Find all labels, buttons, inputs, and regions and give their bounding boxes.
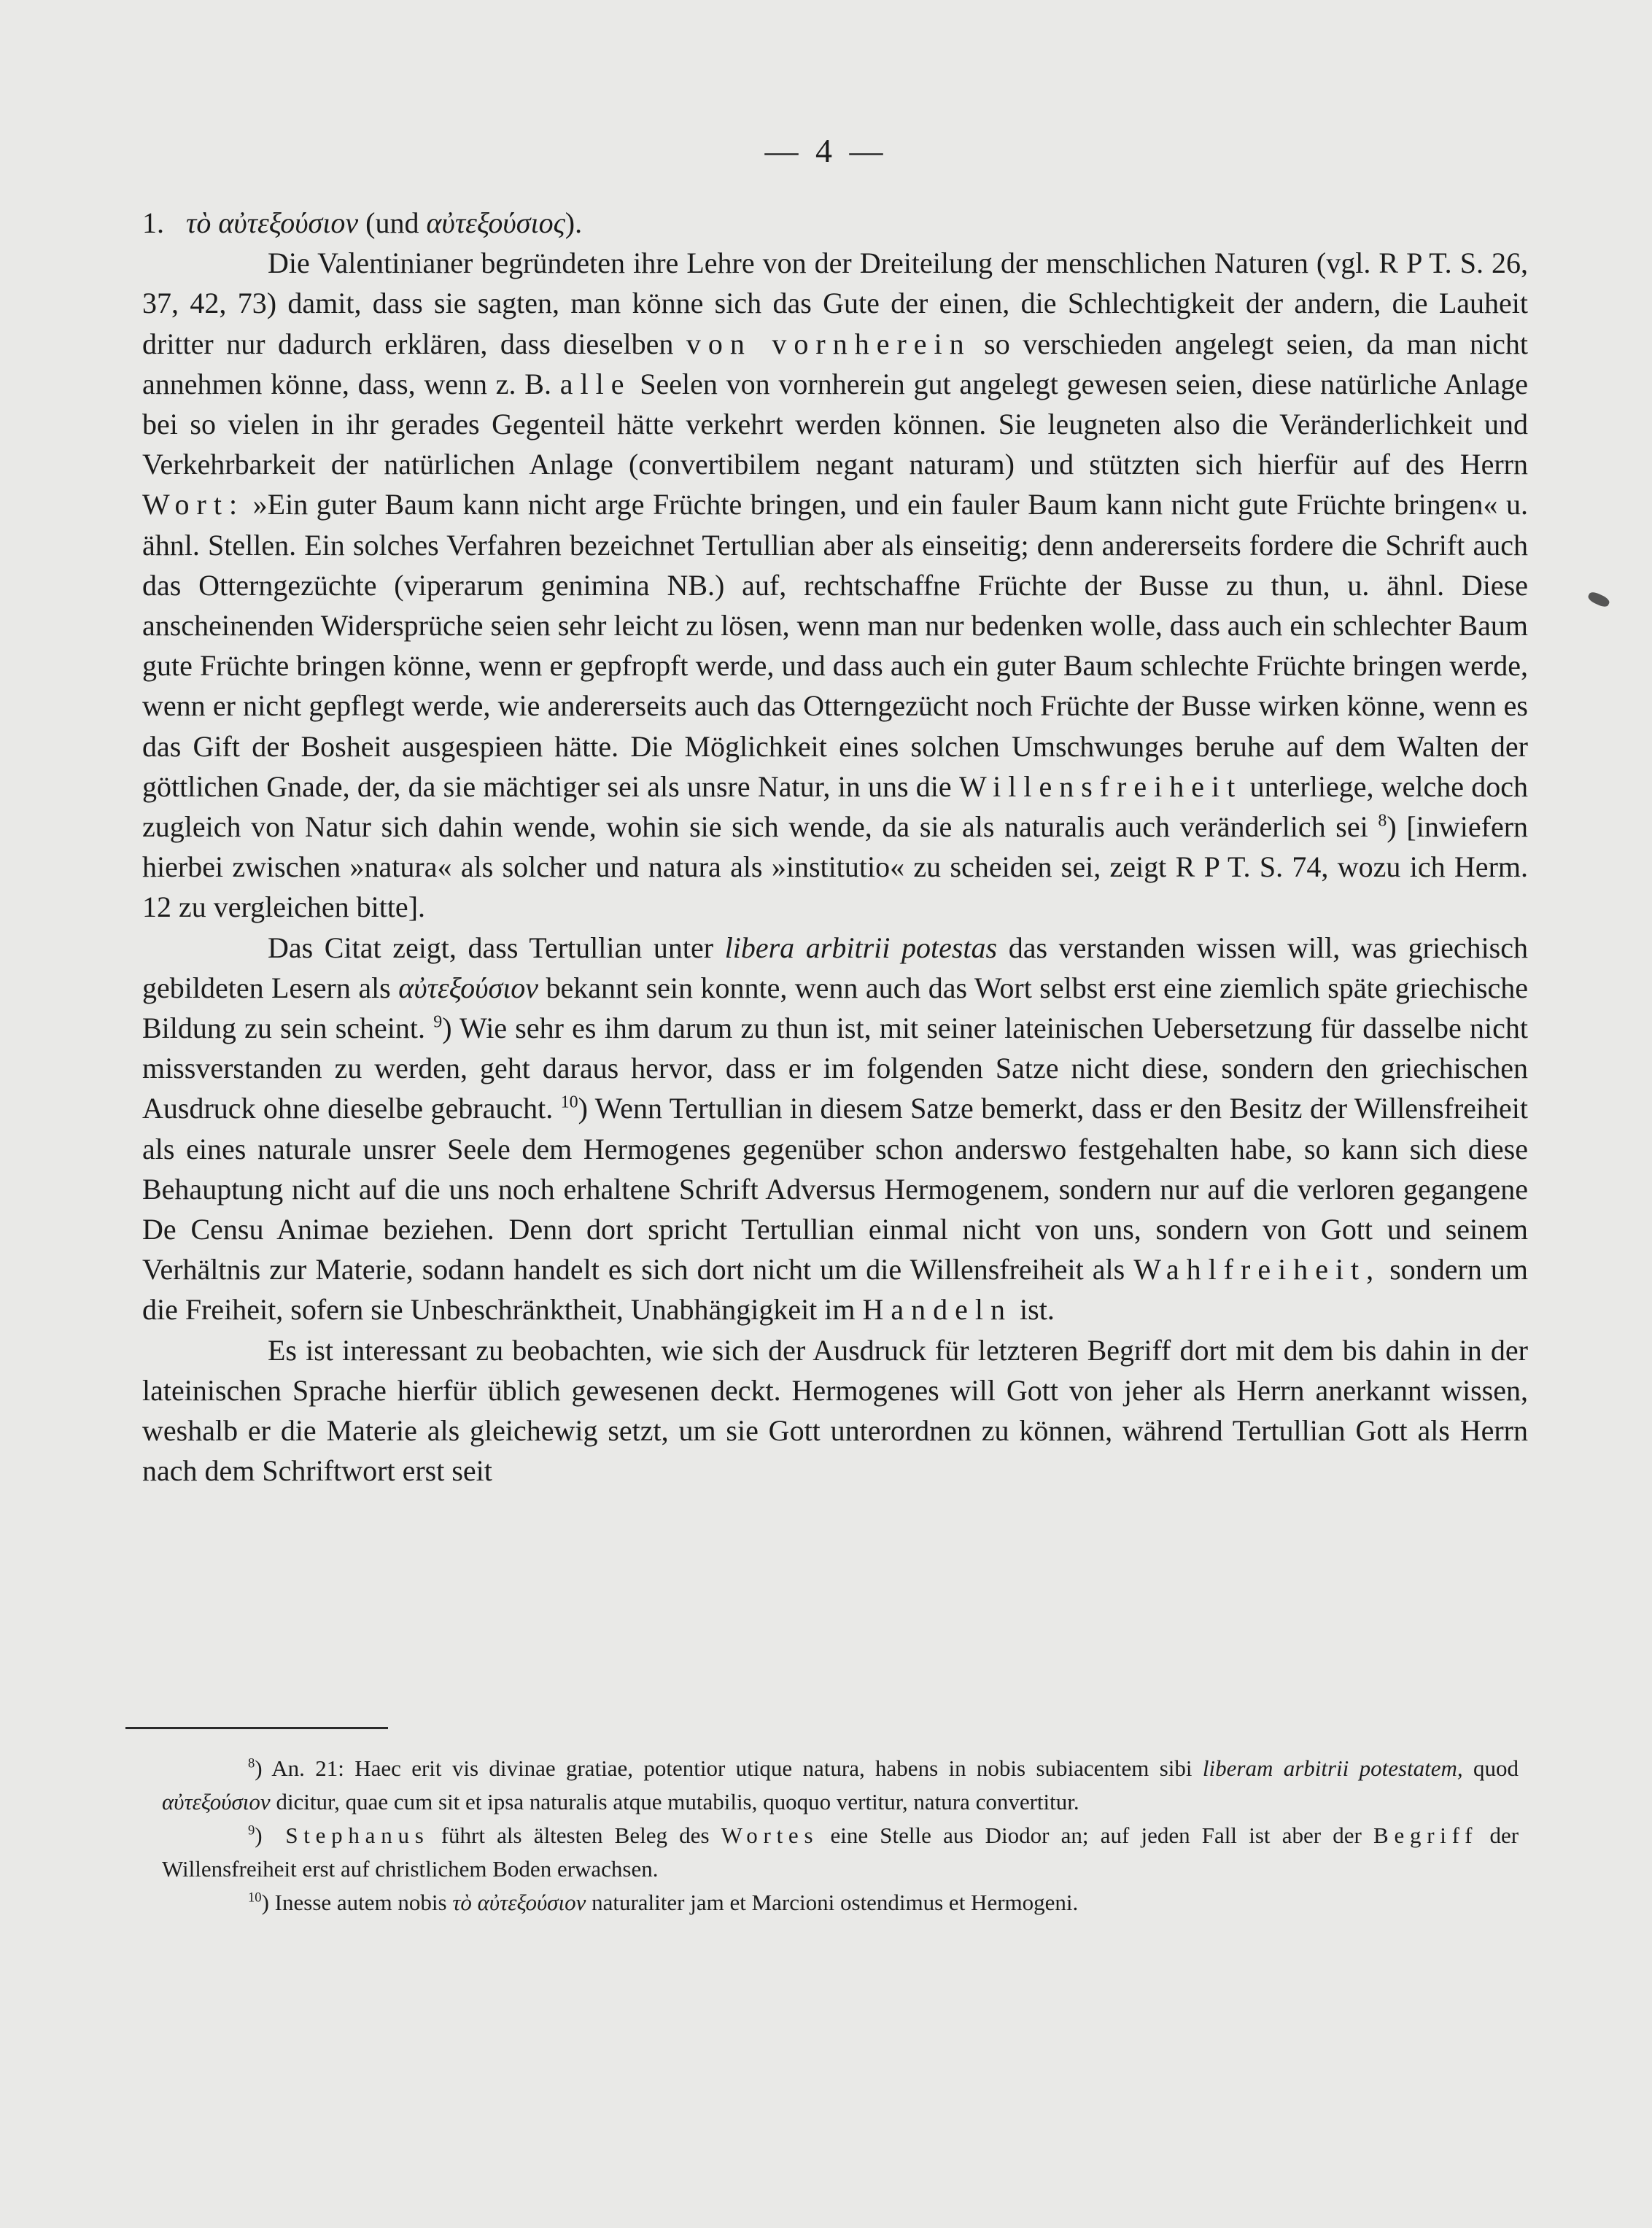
paragraph-1 [142, 243, 1528, 927]
p2-text-b: das verstanden wissen will, was griechisch gebildeten Lesern als [142, 931, 1529, 1004]
fn10-greek: τὸ αὐτεξούσιον [452, 1890, 586, 1915]
section-heading [142, 203, 1528, 243]
p2-text-g: ist. [1020, 1293, 1055, 1327]
p2-italic-term: libera arbitrii potestas [724, 931, 998, 964]
p2-text-f: sondern um die Freiheit, sofern sie Unbeschränktheit, Unabhängigkeit im [142, 1253, 1528, 1327]
footnotes [162, 1752, 1519, 1920]
p1-text-d: »Ein guter Baum kann nicht arge Früchte bringen, und ein fauler Baum kann nicht gute Früchte bringen« u. ähnl. Stellen. Ein solches Verfahren bezeichnet Tertullian aber als einseitig; denn andererseits fordere die Schrift auch das Otterngezüchte (viperarum genimina NB.) auf, rechtschaffne Früchte der Busse zu thun, u. ähnl. Diese anscheinenden Widersprüche seien sehr leicht zu lösen, wenn man nur bedenken wolle, dass auch ein schlechter Baum gute Früchte bringen könne, wenn er gepfropft werde, und dass auch ein guter Baum schlechte Früchte bringen werde, wenn er nicht gepflegt werde, wie andererseits auch das Otterngezücht noch Früchte der Busse wirken könne, wenn es das Gift der Bosheit ausgespieen hätte. Die Möglichkeit eines solchen Umschwunges beruhe auf dem Walten der göttlichen Gnade, der, da sie mächtiger sei als unsre Natur, in uns die [142, 488, 1528, 803]
fn9-spaced-2: Wortes [721, 1823, 819, 1848]
fn8-text-b: quod [1473, 1755, 1519, 1781]
footnote-divider [125, 1727, 388, 1729]
fn8-italic: liberam arbitrii potestatem, [1202, 1755, 1463, 1781]
footnote-ref-9[interactable]: 9 [433, 1012, 443, 1032]
p1-spaced-2: alle [559, 367, 632, 400]
footnote-8 [162, 1752, 1519, 1819]
p2-greek-term: αὐτεξούσιον [398, 971, 539, 1004]
p1-spaced-4: Willensfreiheit [958, 769, 1243, 803]
p2-text-e: ) Wenn Tertullian in diesem Satze bemerkt, dass er den Besitz der Willensfreiheit als eines naturale unsrer Seele dem Hermogenes gegenüber schon anderswo festgehalten habe, so kann sich diese Behauptung nicht auf die uns noch erhaltene Schrift Adversus Hermogenem, sondern nur auf die verloren gegangene De Censu Animae beziehen. Denn dort spricht Tertullian einmal nicht von uns, sondern von Gott und seinem Verhältnis zur Materie, sodann handelt es sich dort nicht um die Willensfreiheit als [142, 1092, 1529, 1286]
footnote-ref-10[interactable]: 10 [560, 1093, 578, 1113]
p1-text-a: Die Valentinianer begründeten ihre Lehre von der Dreiteilung der menschlichen Naturen (vgl. R P T. S. 26, 37, 42, 73) damit, dass sie sagten, man könne sich das Gute der einen, die Schlechtigkeit der andern, die Lauheit dritter nur dadurch erklären, dass dieselben [142, 247, 1528, 360]
footnote-10 [162, 1886, 1519, 1920]
paragraph-2 [142, 928, 1528, 1330]
page-number: — 4 — [764, 132, 888, 169]
paragraph-3: Es ist interessant zu beobachten, wie sich der Ausdruck für letzteren Begriff dort mit dem bis dahin in der lateinischen Sprache hierfür üblich gewesenen deckt. Hermogenes will Gott von jeher als Herrn anerkannt wissen, weshalb er die Materie als gleichewig setzt, um sie Gott unterordnen zu können, während Tertullian Gott als Herrn nach dem Schriftwort erst seit [142, 1333, 1528, 1488]
fn10-text-a: ) Inesse autem nobis [261, 1890, 447, 1915]
section-close: ). [565, 206, 583, 239]
footnote-8-mark: 8 [248, 1755, 255, 1771]
margin-mark [1586, 590, 1610, 608]
fn9-text-c: der Willensfreiheit erst auf christlichem Boden erwachsen. [162, 1823, 1519, 1882]
p2-spaced-1: Wahlfreiheit, [1133, 1253, 1381, 1286]
section-number: 1. [142, 206, 164, 239]
p1-spaced-1: von vornherein [686, 327, 972, 360]
section-greek-term: τὸ αὐτεξούσιον [186, 206, 359, 239]
fn9-text-b: eine Stelle aus Diodor an; auf jeden Fall ist aber der [830, 1823, 1362, 1848]
p2-text-a: Das Citat zeigt, dass Tertullian unter [268, 931, 714, 964]
section-middle: (und [365, 206, 419, 239]
main-text [142, 203, 1528, 1491]
p2-text-c: bekannt sein konnte, wenn auch das Wort selbst erst eine ziemlich späte griechische Bildung zu sein scheint. [142, 971, 1529, 1045]
fn9-spaced-1: ) Stephanus [255, 1823, 430, 1848]
p1-text-f: ) [inwiefern hierbei zwischen »natura« als solcher und natura als »institutio« zu scheiden sei, zeigt R P T. S. 74, wozu ich Herm. 12 zu vergleichen bitte]. [142, 810, 1529, 924]
p2-spaced-2: Handeln [862, 1293, 1013, 1327]
fn8-text-a: ) An. 21: Haec erit vis divinae gratiae, potentior utique natura, habens in nobis subiacentem sibi [255, 1755, 1193, 1781]
p1-text-b: so verschieden angelegt seien, da man nicht annehmen könne, dass, wenn z. B. [142, 327, 1529, 400]
p1-text-c: Seelen von vornherein gut angelegt gewesen seien, diese natürliche Anlage bei so vielen in ihr gerades Gegenteil hätte verkehrt werden können. Sie leugneten also die Veränderlichkeit und Verkehrbarkeit der natürlichen Anlage (convertibilem negant naturam) und stützten sich hierfür auf des Herrn [142, 367, 1529, 481]
footnote-ref-8[interactable]: 8 [1378, 811, 1387, 831]
p2-text-d: ) Wie sehr es ihm darum zu thun ist, mit seiner lateinischen Uebersetzung für dasselbe nicht missverstanden zu werden, geht daraus hervor, dass er im folgenden Satze nicht diese, sondern den griechischen Ausdruck ohne dieselbe gebraucht. [142, 1012, 1528, 1125]
p1-spaced-3: Wort: [142, 488, 245, 521]
fn9-spaced-3: Begriff [1373, 1823, 1478, 1848]
fn8-greek: αὐτεξούσιον [162, 1789, 271, 1814]
p1-text-e: unterliege, welche doch zugleich von Natur sich dahin wende, wohin sie sich wende, da sie als naturalis auch veränderlich sei [142, 769, 1529, 844]
footnote-10-mark: 10 [248, 1890, 262, 1906]
fn10-text-b: naturaliter jam et Marcioni ostendimus et Hermogeni. [592, 1890, 1079, 1915]
footnote-9-mark: 9 [248, 1823, 255, 1839]
fn9-text-a: führt als ältesten Beleg des [441, 1823, 710, 1848]
fn8-text-c: dicitur, quae cum sit et ipsa naturalis atque mutabilis, quoquo vertitur, natura convertitur. [276, 1789, 1079, 1814]
section-greek-adj: αὐτεξούσιος [426, 206, 565, 239]
footnote-9 [162, 1819, 1519, 1886]
